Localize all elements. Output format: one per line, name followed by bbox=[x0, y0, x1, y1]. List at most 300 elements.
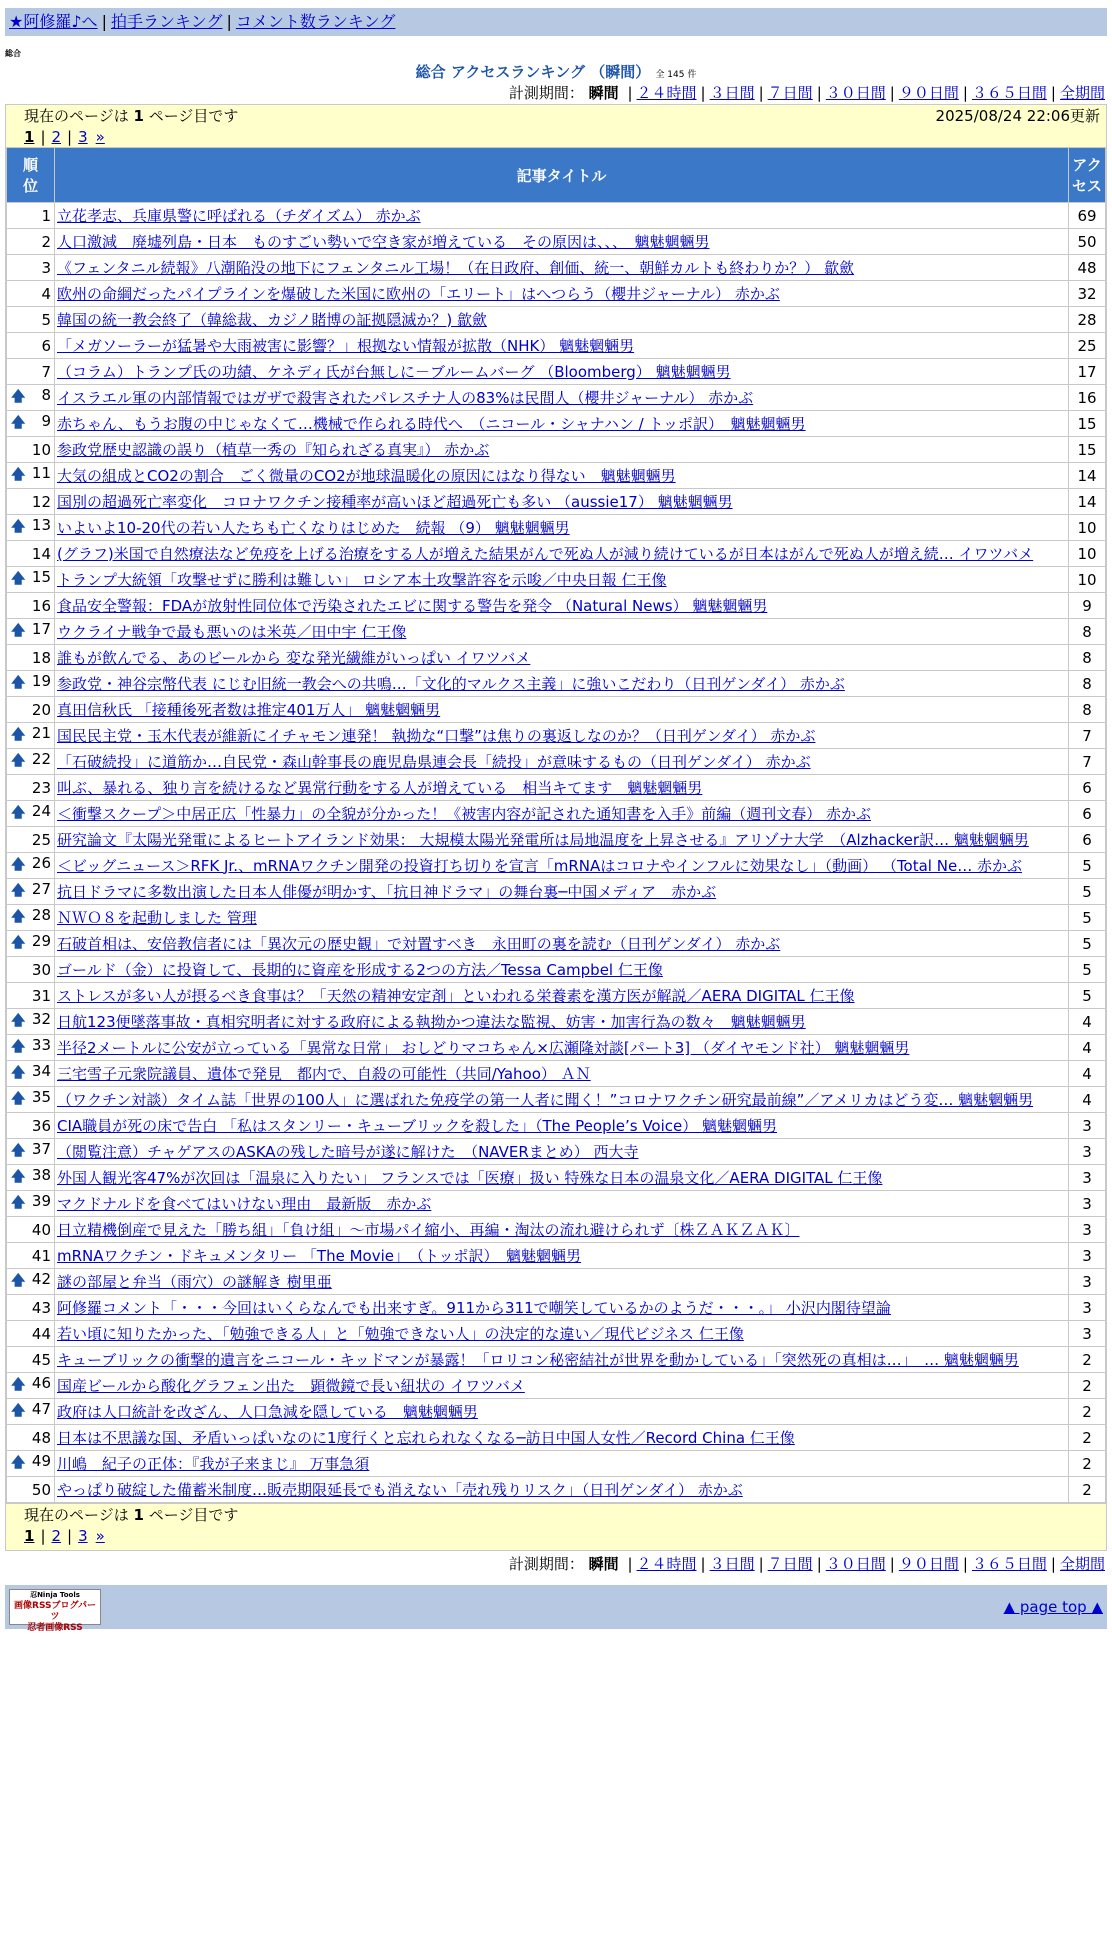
article-link[interactable]: 欧州の命綱だったパイプラインを爆破した米国に欧州の「エリート」はへつらう（櫻井ジャーナル） 赤かぶ bbox=[57, 284, 780, 303]
rank-number: 40 bbox=[31, 1220, 51, 1239]
access-count: 4 bbox=[1069, 1009, 1106, 1035]
access-count: 15 bbox=[1069, 437, 1106, 463]
article-link[interactable]: ＜ビッグニュース＞RFK Jr.、mRNAワクチン開発の投資打ち切りを宣言「mRNAはコロナやインフルに効果なし」（動画） （Total Ne… 赤かぶ bbox=[57, 856, 1022, 875]
period-separator: | bbox=[700, 1555, 706, 1573]
title-cell bbox=[55, 255, 1069, 281]
article-link[interactable]: 政府は人口統計を改ざん、人口急減を隠している 魑魅魍魎男 bbox=[57, 1402, 478, 1421]
access-count: 3 bbox=[1069, 1295, 1106, 1321]
rank-cell bbox=[7, 1451, 55, 1477]
rank-cell bbox=[7, 593, 55, 619]
rank-cell bbox=[7, 489, 55, 515]
title-cell bbox=[55, 411, 1069, 437]
rank-number: 12 bbox=[31, 492, 51, 511]
rank-cell bbox=[7, 801, 55, 827]
title-cell bbox=[55, 879, 1069, 905]
rank-cell bbox=[7, 619, 55, 645]
access-count: 5 bbox=[1069, 905, 1106, 931]
title-cell bbox=[55, 437, 1069, 463]
table-row bbox=[7, 905, 1106, 931]
period-separator: | bbox=[758, 1555, 764, 1573]
access-count: 2 bbox=[1069, 1477, 1106, 1503]
rank-number: 10 bbox=[31, 440, 51, 459]
article-link[interactable]: マクドナルドを食べてはいけない理由 最新版 赤かぶ bbox=[57, 1194, 432, 1213]
title-cell bbox=[55, 931, 1069, 957]
title-cell bbox=[55, 385, 1069, 411]
period-link[interactable]: ３６５日間 bbox=[971, 1555, 1047, 1573]
rank-cell bbox=[7, 697, 55, 723]
access-count: 10 bbox=[1069, 567, 1106, 593]
article-link[interactable]: 三宅雪子元衆院議員、遺体で発見 都内で、自殺の可能性（共同/Yahoo） ＡＮ bbox=[57, 1064, 591, 1083]
rank-number: 35 bbox=[31, 1087, 51, 1106]
rank-cell bbox=[7, 333, 55, 359]
rank-cell bbox=[7, 1477, 55, 1503]
page-indicator-suffix: ページ目です bbox=[148, 1506, 239, 1524]
pager-link-2[interactable]: 2 bbox=[51, 1527, 62, 1545]
access-count: 8 bbox=[1069, 671, 1106, 697]
article-link[interactable]: 若い頃に知りたかった、「勉強できる人」と「勉強できない人」の決定的な違い／現代ビジネス 仁王像 bbox=[57, 1324, 744, 1343]
title-cell bbox=[55, 203, 1069, 229]
article-link[interactable]: 「石破続投」に道筋か…自民党・森山幹事長の鹿児島県連会長「続投」が意味するもの（日刊ゲンダイ） 赤かぶ bbox=[57, 752, 811, 771]
rank-number: 19 bbox=[31, 671, 51, 690]
period-link[interactable]: 全期間 bbox=[1059, 84, 1105, 102]
rank-cell bbox=[7, 1113, 55, 1139]
access-count: 8 bbox=[1069, 619, 1106, 645]
table-row bbox=[7, 723, 1106, 749]
title-cell bbox=[55, 307, 1069, 333]
table-row bbox=[7, 281, 1106, 307]
access-count: 17 bbox=[1069, 359, 1106, 385]
rank-up-arrow-icon: 🡅 bbox=[11, 726, 26, 743]
title-cell bbox=[55, 229, 1069, 255]
rank-cell bbox=[7, 385, 55, 411]
rank-up-arrow-icon: 🡅 bbox=[11, 934, 26, 951]
period-link[interactable]: ３０日間 bbox=[825, 1555, 886, 1573]
rank-up-arrow-icon: 🡅 bbox=[11, 414, 26, 431]
title-cell bbox=[55, 1451, 1069, 1477]
rank-number: 8 bbox=[41, 385, 51, 404]
rank-up-arrow-icon: 🡅 bbox=[11, 1090, 26, 1107]
title-cell bbox=[55, 1191, 1069, 1217]
title-cell bbox=[55, 489, 1069, 515]
article-link[interactable]: CIA職員が死の床で告白 「私はスタンリー・キューブリックを殺した」（The People’s Voice） 魑魅魍魎男 bbox=[57, 1116, 778, 1135]
article-link[interactable]: 国民民主党・玉木代表が維新にイチャモン連発！ 執拗な“口撃”は焦りの裏返しなのか？（日刊ゲンダイ） 赤かぶ bbox=[57, 726, 816, 745]
rank-number: 46 bbox=[31, 1373, 51, 1392]
pager-link-3[interactable]: 3 bbox=[78, 1527, 88, 1545]
article-link[interactable]: 叫ぶ、暴れる、独り言を続けるなど異常行動をする人が増えている 相当キてます 魑魅魍魎男 bbox=[57, 778, 703, 797]
article-link[interactable]: 国別の超過死亡率変化 コロナワクチン接種率が高いほど超過死亡も多い （aussie17） 魑魅魍魎男 bbox=[57, 492, 733, 511]
table-row bbox=[7, 1165, 1106, 1191]
rank-number: 18 bbox=[31, 648, 51, 667]
rank-up-arrow-icon: 🡅 bbox=[11, 1012, 26, 1029]
period-link[interactable]: ９０日間 bbox=[898, 84, 959, 102]
article-link[interactable]: 真田信秋氏 「接種後死者数は推定401万人」 魑魅魍魎男 bbox=[57, 700, 441, 719]
article-link[interactable]: 赤ちゃん、もうお腹の中じゃなくて…機械で作られる時代へ （ニコール・シャナハン / トッポ訳） 魑魅魍魎男 bbox=[57, 414, 806, 433]
article-link[interactable]: 謎の部屋と弁当（雨穴）の謎解き 樹里亜 bbox=[57, 1272, 332, 1291]
rank-up-arrow-icon: 🡅 bbox=[11, 622, 26, 639]
header-title: 記事タイトル bbox=[55, 148, 1069, 203]
title-cell bbox=[55, 1399, 1069, 1425]
pager-current: 1 bbox=[24, 128, 35, 146]
title-cell bbox=[55, 1061, 1069, 1087]
table-row bbox=[7, 1191, 1106, 1217]
period-separator: | bbox=[889, 1555, 895, 1573]
article-link[interactable]: ウクライナ戦争で最も悪いのは米英／田中宇 仁王像 bbox=[57, 622, 407, 641]
period-link[interactable]: ７日間 bbox=[767, 1555, 813, 1573]
article-link[interactable]: 韓国の統一教会終了（韓総裁、カジノ賭博の証拠隠滅か？) 歙歛 bbox=[57, 310, 488, 329]
period-link[interactable]: ３０日間 bbox=[825, 84, 886, 102]
table-row bbox=[7, 983, 1106, 1009]
period-link[interactable]: ３日間 bbox=[709, 1555, 755, 1573]
nav-separator: | bbox=[101, 12, 107, 31]
article-link[interactable]: 日立精機倒産で見えた「勝ち組」「負け組」～市場パイ縮小、再編・淘汰の流れ避けられず〔株ＺＡＫＺＡＫ〕 bbox=[57, 1220, 800, 1239]
page-top-link[interactable]: ▲ page top ▲ bbox=[1003, 1598, 1103, 1616]
rank-cell bbox=[7, 1269, 55, 1295]
title-cell bbox=[55, 723, 1069, 749]
period-separator: | bbox=[962, 1555, 968, 1573]
rank-up-arrow-icon: 🡅 bbox=[11, 856, 26, 873]
title-cell bbox=[55, 671, 1069, 697]
rank-cell bbox=[7, 515, 55, 541]
period-label: 計測期間： bbox=[508, 84, 584, 102]
badge-line-1: 忍Ninja Tools bbox=[30, 1591, 80, 1599]
rank-cell bbox=[7, 255, 55, 281]
rank-up-arrow-icon: 🡅 bbox=[11, 1402, 26, 1419]
rank-cell bbox=[7, 307, 55, 333]
article-link[interactable]: 「メガソーラーが猛暑や大雨被害に影響？」根拠ない情報が拡散（NHK） 魑魅魍魎男 bbox=[57, 336, 635, 355]
table-row bbox=[7, 1477, 1106, 1503]
rank-number: 45 bbox=[31, 1350, 51, 1369]
badge-line-3: 忍者画像RSS bbox=[27, 1623, 83, 1633]
rank-up-arrow-icon: 🡅 bbox=[11, 674, 26, 691]
rank-up-arrow-icon: 🡅 bbox=[11, 1454, 26, 1471]
article-link[interactable]: 誰もが飲んでる、あのビールから 変な発光繊維がいっぱい イワツバメ bbox=[57, 648, 531, 667]
pager-link-2[interactable]: 2 bbox=[51, 128, 62, 146]
rank-number: 21 bbox=[31, 723, 51, 742]
rank-cell bbox=[7, 1061, 55, 1087]
period-separator: | bbox=[627, 84, 633, 102]
article-link[interactable]: 阿修羅コメント「・・・今回はいくらなんでも出来すぎ。911から311で嘲笑しているかのようだ・・・。」 小沢内閣待望論 bbox=[57, 1298, 891, 1317]
title-cell bbox=[55, 1087, 1069, 1113]
access-count: 9 bbox=[1069, 593, 1106, 619]
article-link[interactable]: 《フェンタニル続報》八潮陥没の地下にフェンタニル工場！（在日政府、創価、統一、朝鮮カルトも終わりか？） 歙歛 bbox=[57, 258, 855, 277]
period-link[interactable]: 全期間 bbox=[1059, 1555, 1105, 1573]
access-count: 6 bbox=[1069, 775, 1106, 801]
rank-number: 9 bbox=[41, 411, 51, 430]
rank-number: 32 bbox=[31, 1009, 51, 1028]
table-row bbox=[7, 1243, 1106, 1269]
page-number: 1 bbox=[133, 1506, 144, 1524]
access-count: 8 bbox=[1069, 697, 1106, 723]
pager-link-3[interactable]: 3 bbox=[78, 128, 88, 146]
pager-separator: | bbox=[67, 128, 73, 146]
rank-cell bbox=[7, 1087, 55, 1113]
title-cell bbox=[55, 1373, 1069, 1399]
nav-separator: | bbox=[226, 12, 232, 31]
ninja-rss-badge[interactable] bbox=[9, 1589, 101, 1633]
access-count: 6 bbox=[1069, 801, 1106, 827]
rank-cell bbox=[7, 229, 55, 255]
nav-link-applause-ranking[interactable]: 拍手ランキング bbox=[110, 12, 223, 31]
table-row bbox=[7, 879, 1106, 905]
article-link[interactable]: 日本は不思議な国、矛盾いっぱいなのに1度行くと忘れられなくなる─訪日中国人女性／Record China 仁王像 bbox=[57, 1428, 795, 1447]
rank-number: 24 bbox=[31, 801, 51, 820]
article-link[interactable]: 川嶋 紀子の正体：『我が子来まじ』 万事急須 bbox=[57, 1454, 370, 1473]
table-row bbox=[7, 619, 1106, 645]
article-link[interactable]: ＜衝撃スクープ＞中居正広「性暴力」の全貌が分かった！《被害内容が記された通知書を入手》前編（週刊文春） 赤かぶ bbox=[57, 804, 872, 823]
table-row bbox=[7, 333, 1106, 359]
rank-number: 15 bbox=[31, 567, 51, 586]
period-separator: | bbox=[1050, 84, 1056, 102]
title-cell bbox=[55, 1425, 1069, 1451]
access-count: 5 bbox=[1069, 957, 1106, 983]
article-link[interactable]: （閲覧注意）チャゲアスのASKAの残した暗号が遂に解けた （NAVERまとめ） 西大寺 bbox=[57, 1142, 639, 1161]
article-link[interactable]: やっぱり破綻した備蓄米制度…販売期限延長でも消えない「売れ残りリスク」（日刊ゲンダイ） 赤かぶ bbox=[57, 1480, 743, 1499]
title-cell bbox=[55, 749, 1069, 775]
article-link[interactable]: 日航123便墜落事故・真相究明者に対する政府による執拗かつ違法な監視、妨害・加害行為の数々 魑魅魍魎男 bbox=[57, 1012, 806, 1031]
table-row bbox=[7, 489, 1106, 515]
page-indicator-suffix: ページ目です bbox=[148, 107, 239, 125]
badge-line-2: 画像RSSブログパーツ bbox=[14, 1601, 96, 1622]
rank-up-arrow-icon: 🡅 bbox=[11, 752, 26, 769]
rank-number: 48 bbox=[31, 1428, 51, 1447]
rank-cell bbox=[7, 1009, 55, 1035]
rank-number: 25 bbox=[31, 830, 51, 849]
article-link[interactable]: ＮＷＯ８を起動しました 管理 bbox=[57, 908, 257, 927]
rank-number: 30 bbox=[31, 960, 51, 979]
title-cell bbox=[55, 1165, 1069, 1191]
access-count: 3 bbox=[1069, 1113, 1106, 1139]
title-cell bbox=[55, 1009, 1069, 1035]
rank-up-arrow-icon: 🡅 bbox=[11, 1064, 26, 1081]
access-count: 5 bbox=[1069, 879, 1106, 905]
table-row bbox=[7, 697, 1106, 723]
rank-cell bbox=[7, 671, 55, 697]
rank-cell bbox=[7, 1035, 55, 1061]
rank-cell bbox=[7, 463, 55, 489]
article-link[interactable]: 大気の組成とCO2の割合 ごく微量のCO2が地球温暖化の原因にはなり得ない 魑魅魍魎男 bbox=[57, 466, 676, 485]
period-selector-bottom bbox=[5, 1553, 1107, 1575]
period-link[interactable]: ２４時間 bbox=[636, 84, 697, 102]
page bbox=[5, 0, 1107, 1633]
rank-up-arrow-icon: 🡅 bbox=[11, 1142, 26, 1159]
rank-cell bbox=[7, 1165, 55, 1191]
article-link[interactable]: 参政党・神谷宗幣代表 にじむ旧統一教会への共鳴…「文化的マルクス主義」に強いこだわり（日刊ゲンダイ） 赤かぶ bbox=[57, 674, 845, 693]
rank-number: 41 bbox=[31, 1246, 51, 1265]
rank-number: 11 bbox=[31, 463, 51, 482]
rank-cell bbox=[7, 411, 55, 437]
page-number: 1 bbox=[133, 107, 144, 125]
rank-cell bbox=[7, 931, 55, 957]
table-row bbox=[7, 1009, 1106, 1035]
article-link[interactable]: キューブリックの衝撃的遺言をニコール・キッドマンが暴露！「ロリコン秘密結社が世界を動かしている」「突然死の真相は…」 … 魑魅魍魎男 bbox=[57, 1350, 1019, 1369]
table-row bbox=[7, 1061, 1106, 1087]
top-navigation bbox=[5, 8, 1107, 36]
article-link[interactable]: いよいよ10-20代の若い人たちも亡くなりはじめた 続報 （9） 魑魅魍魎男 bbox=[57, 518, 570, 537]
table-row bbox=[7, 1217, 1106, 1243]
title-cell bbox=[55, 463, 1069, 489]
section-label: 総合 bbox=[5, 49, 21, 58]
title-cell bbox=[55, 983, 1069, 1009]
rank-cell bbox=[7, 879, 55, 905]
rank-up-arrow-icon: 🡅 bbox=[11, 804, 26, 821]
title-cell bbox=[55, 827, 1069, 853]
access-count: 32 bbox=[1069, 281, 1106, 307]
table-row bbox=[7, 307, 1106, 333]
table-row bbox=[7, 359, 1106, 385]
period-separator: | bbox=[962, 84, 968, 102]
table-row bbox=[7, 1321, 1106, 1347]
rank-cell bbox=[7, 905, 55, 931]
table-row bbox=[7, 749, 1106, 775]
table-row bbox=[7, 255, 1106, 281]
table-row bbox=[7, 593, 1106, 619]
access-count: 3 bbox=[1069, 1243, 1106, 1269]
article-link[interactable]: イスラエル軍の内部情報ではガザで殺害されたパレスチナ人の83%は民間人（櫻井ジャーナル） 赤かぶ bbox=[57, 388, 754, 407]
access-count: 3 bbox=[1069, 1321, 1106, 1347]
article-link[interactable]: 人口激減 廃墟列島・日本 ものすごい勢いで空き家が増えている その原因は、、、 魑魅魍魎男 bbox=[57, 232, 710, 251]
access-count: 4 bbox=[1069, 1035, 1106, 1061]
article-link[interactable]: ストレスが多い人が摂るべき食事は？「天然の精神安定剤」といわれる栄養素を漢方医が解説／AERA DIGITAL 仁王像 bbox=[57, 986, 855, 1005]
rank-number: 43 bbox=[31, 1298, 51, 1317]
table-header-row bbox=[7, 148, 1106, 203]
access-count: 50 bbox=[1069, 229, 1106, 255]
rank-cell bbox=[7, 1399, 55, 1425]
rank-cell bbox=[7, 723, 55, 749]
access-count: 3 bbox=[1069, 1139, 1106, 1165]
article-link[interactable]: 石破首相は、安倍教信者には「異次元の歴史観」で対置すべき 永田町の裏を読む（日刊ゲンダイ） 赤かぶ bbox=[57, 934, 781, 953]
access-count: 14 bbox=[1069, 489, 1106, 515]
table-row bbox=[7, 801, 1106, 827]
article-link[interactable]: （コラム）トランプ氏の功績、ケネディ氏が台無しに－ブルームバーグ （Bloomberg） 魑魅魍魎男 bbox=[57, 362, 731, 381]
table-row bbox=[7, 463, 1106, 489]
rank-up-arrow-icon: 🡅 bbox=[11, 518, 26, 535]
rank-cell bbox=[7, 749, 55, 775]
rank-cell bbox=[7, 1425, 55, 1451]
access-count: 15 bbox=[1069, 411, 1106, 437]
access-count: 10 bbox=[1069, 515, 1106, 541]
page-indicator bbox=[24, 105, 238, 127]
nav-link-comment-ranking[interactable]: コメント数ランキング bbox=[235, 12, 396, 31]
period-separator: | bbox=[816, 84, 822, 102]
period-link[interactable]: ９０日間 bbox=[898, 1555, 959, 1573]
access-count: 5 bbox=[1069, 853, 1106, 879]
rank-number: 28 bbox=[31, 905, 51, 924]
access-count: 28 bbox=[1069, 307, 1106, 333]
rank-number: 17 bbox=[31, 619, 51, 638]
article-link[interactable]: 外国人観光客47%が次回は「温泉に入りたい」 フランスでは「医療」扱い 特殊な日本の温泉文化／AERA DIGITAL 仁王像 bbox=[57, 1168, 883, 1187]
access-count: 7 bbox=[1069, 723, 1106, 749]
article-link[interactable]: mRNAワクチン・ドキュメンタリー 「The Movie」 （トッポ訳） 魑魅魍魎男 bbox=[57, 1246, 582, 1265]
title-cell bbox=[55, 1113, 1069, 1139]
table-row bbox=[7, 1295, 1106, 1321]
rank-number: 20 bbox=[31, 700, 51, 719]
rank-number: 3 bbox=[41, 258, 51, 277]
rank-number: 6 bbox=[41, 336, 51, 355]
period-link[interactable]: ３６５日間 bbox=[971, 84, 1047, 102]
article-link[interactable]: 抗日ドラマに多数出演した日本人俳優が明かす、「抗日神ドラマ」の舞台裏─中国メディア 赤かぶ bbox=[57, 882, 717, 901]
rank-number: 42 bbox=[31, 1269, 51, 1288]
title-cell bbox=[55, 359, 1069, 385]
ranking-table-body bbox=[7, 203, 1106, 1503]
table-row bbox=[7, 385, 1106, 411]
pager-next[interactable]: » bbox=[95, 1527, 105, 1545]
article-link[interactable]: ゴールド（金）に投資して、長期的に資産を形成する2つの方法／Tessa Campbel 仁王像 bbox=[57, 960, 663, 979]
article-link[interactable]: 立花孝志、兵庫県警に呼ばれる（チダイズム） 赤かぶ bbox=[57, 206, 421, 225]
title-cell bbox=[55, 1477, 1069, 1503]
rank-number: 49 bbox=[31, 1451, 51, 1470]
rank-number: 50 bbox=[31, 1480, 51, 1499]
table-row bbox=[7, 671, 1106, 697]
rank-number: 27 bbox=[31, 879, 51, 898]
pager-separator: | bbox=[67, 1527, 73, 1545]
title-cell bbox=[55, 1243, 1069, 1269]
rank-number: 13 bbox=[31, 515, 51, 534]
pager-top bbox=[6, 127, 1106, 147]
title-cell bbox=[55, 801, 1069, 827]
rank-cell bbox=[7, 775, 55, 801]
rank-cell bbox=[7, 957, 55, 983]
access-count: 3 bbox=[1069, 1269, 1106, 1295]
period-link[interactable]: ７日間 bbox=[767, 84, 813, 102]
article-link[interactable]: 研究論文『太陽光発電によるヒートアイランド効果： 大規模太陽光発電所は局地温度を上昇させる』アリゾナ大学 （Alzhacker訳… 魑魅魍魎男 bbox=[57, 830, 1029, 849]
nav-link-asyura[interactable]: ★阿修羅♪へ bbox=[9, 12, 98, 31]
page-indicator-prefix: 現在のページは bbox=[24, 107, 129, 125]
rank-number: 37 bbox=[31, 1139, 51, 1158]
article-link[interactable]: 国産ビールから酸化グラフェン出た 顕微鏡で長い紐状の イワツバメ bbox=[57, 1376, 525, 1395]
table-row bbox=[7, 1373, 1106, 1399]
rank-cell bbox=[7, 1217, 55, 1243]
period-link[interactable]: ２４時間 bbox=[636, 1555, 697, 1573]
rank-cell bbox=[7, 437, 55, 463]
rank-cell bbox=[7, 359, 55, 385]
page-indicator bbox=[24, 1504, 238, 1526]
article-link[interactable]: （ワクチン対談）タイム誌「世界の100人」に選ばれた免疫学の第一人者に聞く！”コロナワクチン研究最前線”／アメリカはどう変… 魑魅魍魎男 bbox=[57, 1090, 1034, 1109]
period-separator: | bbox=[627, 1555, 633, 1573]
access-count: 69 bbox=[1069, 203, 1106, 229]
pager-next[interactable]: » bbox=[95, 128, 105, 146]
ranking-table bbox=[6, 147, 1106, 1503]
ranking-title: 総合 アクセスランキング （瞬間） bbox=[415, 63, 651, 81]
table-row bbox=[7, 437, 1106, 463]
period-link[interactable]: ３日間 bbox=[709, 84, 755, 102]
article-link[interactable]: 半径2メートルに公安が立っている「異常な日常」 おしどりマコちゃん×広瀬隆対談[パート3] （ダイヤモンド社） 魑魅魍魎男 bbox=[57, 1038, 910, 1057]
title-cell bbox=[55, 775, 1069, 801]
rank-cell bbox=[7, 1321, 55, 1347]
article-link[interactable]: 参政党歴史認識の誤り（植草一秀の『知られざる真実』） 赤かぶ bbox=[57, 440, 490, 459]
title-cell bbox=[55, 593, 1069, 619]
pager-current: 1 bbox=[24, 1527, 35, 1545]
table-row bbox=[7, 853, 1106, 879]
article-link[interactable]: トランプ大統領「攻撃せずに勝利は難しい」 ロシア本土攻撃許容を示唆／中央日報 仁王像 bbox=[57, 570, 667, 589]
rank-cell bbox=[7, 1295, 55, 1321]
rank-number: 23 bbox=[31, 778, 51, 797]
access-count: 2 bbox=[1069, 1373, 1106, 1399]
rank-number: 34 bbox=[31, 1061, 51, 1080]
period-selector-top bbox=[5, 82, 1107, 104]
article-link[interactable]: (グラフ)米国で自然療法など免疫を上げる治療をする人が増えた結果がんで死ぬ人が減り続けているが日本はがんで死ぬ人が増え続… イワツバメ bbox=[57, 544, 1034, 563]
rank-cell bbox=[7, 567, 55, 593]
rank-cell bbox=[7, 203, 55, 229]
ranking-heading bbox=[5, 62, 1107, 82]
article-link[interactable]: 食品安全警報：FDAが放射性同位体で汚染されたエビに関する警告を発令 （Natural News） 魑魅魍魎男 bbox=[57, 596, 768, 615]
period-separator: | bbox=[700, 84, 706, 102]
page-info-top bbox=[6, 105, 1106, 127]
rank-up-arrow-icon: 🡅 bbox=[11, 466, 26, 483]
rank-number: 44 bbox=[31, 1324, 51, 1343]
title-cell bbox=[55, 515, 1069, 541]
page-info-bottom bbox=[6, 1504, 1106, 1526]
table-row bbox=[7, 1087, 1106, 1113]
